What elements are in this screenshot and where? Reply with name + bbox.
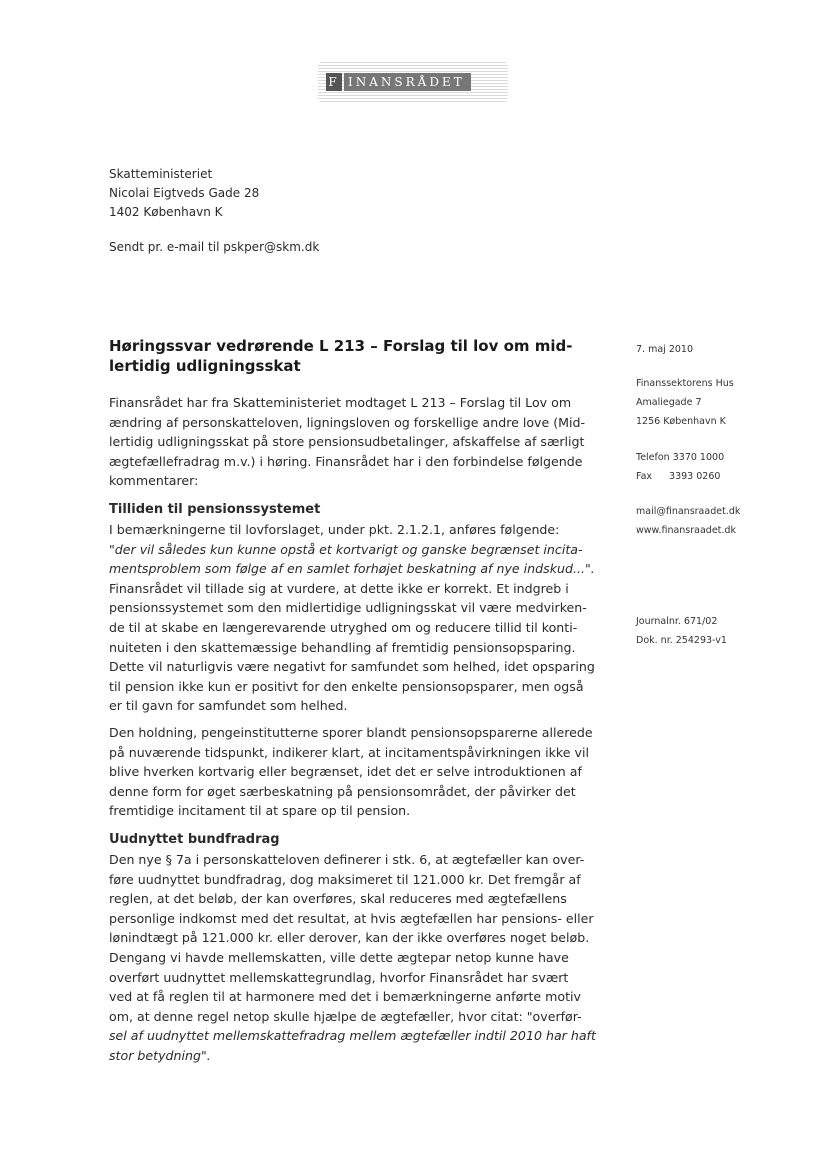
paragraph-line: lertidig udligningsskat på store pensionsudbetalinger, afskaffelse af særligt bbox=[109, 434, 585, 450]
paragraph-line: pensionssystemet som den midlertidige udligningsskat vil være medvirken- bbox=[109, 600, 587, 616]
document-title bbox=[109, 336, 599, 376]
sender-street: Amaliegade 7 bbox=[636, 397, 702, 408]
section-heading-tillid: Tilliden til pensionssystemet bbox=[109, 502, 321, 517]
paragraph-line: I bemærkningerne til lovforslaget, under pkt. 2.1.2.1, anføres følgende: bbox=[109, 522, 560, 537]
paragraph-line: på nuværende tidspunkt, indikerer klart, at incitamentspåvirkningen ikke vil bbox=[109, 744, 589, 760]
paragraph-line: denne form for øget særbeskatning på pensionsområdet, der påvirker det bbox=[109, 783, 576, 799]
email-link[interactable]: mail@finansraadet.dk bbox=[636, 506, 741, 517]
paragraph-line: reglen, at det beløb, der kan overføres, skal reduceres med ægtefællens bbox=[109, 891, 567, 907]
quote-line: mentsproblem som følge af en samlet forhøjet beskatning af nye indskud...". bbox=[109, 561, 595, 577]
sender-contact bbox=[636, 502, 740, 540]
phone-row bbox=[636, 448, 724, 467]
paragraph-line: Den holdning, pengeinstitutterne sporer blandt pensionsopsparerne allerede bbox=[109, 725, 593, 740]
document-number: Dok. nr. 254293-v1 bbox=[636, 635, 727, 646]
paragraph-line: de til at skabe en længerevarende utryghed om og reducere tillid til konti- bbox=[109, 619, 578, 635]
website-link[interactable]: www.finansraadet.dk bbox=[636, 525, 736, 536]
paragraph-line: personlige indkomst med det resultat, at hvis ægtefællen har pensions- eller bbox=[109, 910, 594, 926]
phone-label: Telefon bbox=[636, 452, 670, 463]
section-tillid-paragraph bbox=[109, 520, 599, 716]
paragraph-line: Dette vil naturligvis være negativt for samfundet som helhed, idet opsparing bbox=[109, 659, 595, 675]
paragraph-line: er til gavn for samfundet som helhed. bbox=[109, 698, 348, 714]
fax-number: 3393 0260 bbox=[669, 471, 721, 482]
paragraph-line: Dengang vi havde mellemskatten, ville dette ægtepar netop kunne have bbox=[109, 949, 569, 965]
holdning-paragraph bbox=[109, 723, 599, 821]
paragraph-line: fremtidige incitament til at spare op til pension. bbox=[109, 803, 411, 819]
sender-city: 1256 København K bbox=[636, 416, 726, 427]
sender-phone-block bbox=[636, 448, 724, 486]
paragraph-line: Finansrådet har fra Skatteministeriet modtaget L 213 – Forslag til Lov om bbox=[109, 395, 572, 410]
recipient-name: Skatteministeriet bbox=[109, 167, 213, 181]
section-heading-uudnyttet: Uudnyttet bundfradrag bbox=[109, 832, 280, 847]
sender-org: Finanssektorens Hus bbox=[636, 378, 734, 389]
fax-label: Fax bbox=[636, 471, 653, 482]
recipient-street: Nicolai Eigtveds Gade 28 bbox=[109, 186, 260, 200]
paragraph-line: Den nye § 7a i personskatteloven definerer i stk. 6, at ægtefæller kan over- bbox=[109, 852, 585, 867]
paragraph-line: nuiteten i den skattemæssige behandling af fremtidig pensionsopsparing. bbox=[109, 639, 576, 655]
paragraph-line: ændring af personskatteloven, ligningsloven og forskellige andre love (Mid- bbox=[109, 414, 586, 430]
paragraph-line: kommentarer: bbox=[109, 473, 199, 489]
paragraph-line: ved at få reglen til at harmonere med det i bemærkningerne anførte motiv bbox=[109, 989, 582, 1005]
fax-row bbox=[636, 467, 724, 486]
paragraph-line: blive hverken kortvarig eller begrænset, idet det er selve introduktionen af bbox=[109, 764, 582, 780]
paragraph-line: føre uudnyttet bundfradrag, dog maksimeret til 121.000 kr. Det fremgår af bbox=[109, 871, 581, 887]
quote-line: sel af uudnyttet mellemskattefradrag mellem ægtefæller indtil 2010 har haft bbox=[109, 1028, 596, 1044]
quote-line: "der vil således kun kunne opstå et kortvarigt og ganske begrænset incita- bbox=[109, 541, 583, 557]
finansraadet-logo bbox=[318, 62, 508, 102]
paragraph-line: ægtefællefradrag m.v.) i høring. Finansrådet har i den forbindelse følgende bbox=[109, 453, 583, 469]
sender-address bbox=[636, 374, 734, 431]
intro-paragraph bbox=[109, 393, 599, 491]
journal-number: Journalnr. 671/02 bbox=[636, 616, 718, 627]
sent-line: Sendt pr. e-mail til pskper@skm.dk bbox=[109, 240, 320, 254]
paragraph-line: om, at denne regel netop skulle hjælpe de ægtefæller, hvor citat: "overfør- bbox=[109, 1008, 582, 1024]
phone-number: 3370 1000 bbox=[672, 452, 725, 463]
paragraph-line: lønindtægt på 121.000 kr. eller derover, kan der ikke overføres noget beløb. bbox=[109, 930, 590, 946]
logo-name: INANSRÅDET bbox=[344, 73, 471, 91]
paragraph-line: Finansrådet vil tillade sig at vurdere, at dette ikke er korrekt. Et indgreb i bbox=[109, 580, 569, 596]
quote-line: stor betydning". bbox=[109, 1047, 211, 1063]
paragraph-line: til pension ikke kun er positivt for den enkelte pensionsopsparer, men også bbox=[109, 678, 584, 694]
document-reference bbox=[636, 612, 727, 650]
section-uudnyttet-paragraph bbox=[109, 850, 599, 1066]
letter-date: 7. maj 2010 bbox=[636, 344, 693, 355]
logo-initial: F bbox=[326, 73, 342, 91]
title-line: Høringssvar vedrørende L 213 – Forslag til lov om mid- bbox=[109, 337, 573, 355]
logo-wordmark bbox=[326, 73, 471, 91]
title-line: lertidig udligningsskat bbox=[109, 357, 301, 375]
paragraph-line: overført uudnyttet mellemskattegrundlag, hvorfor Finansrådet har svært bbox=[109, 969, 569, 985]
recipient-city: 1402 København K bbox=[109, 205, 223, 219]
recipient-address bbox=[109, 165, 259, 222]
